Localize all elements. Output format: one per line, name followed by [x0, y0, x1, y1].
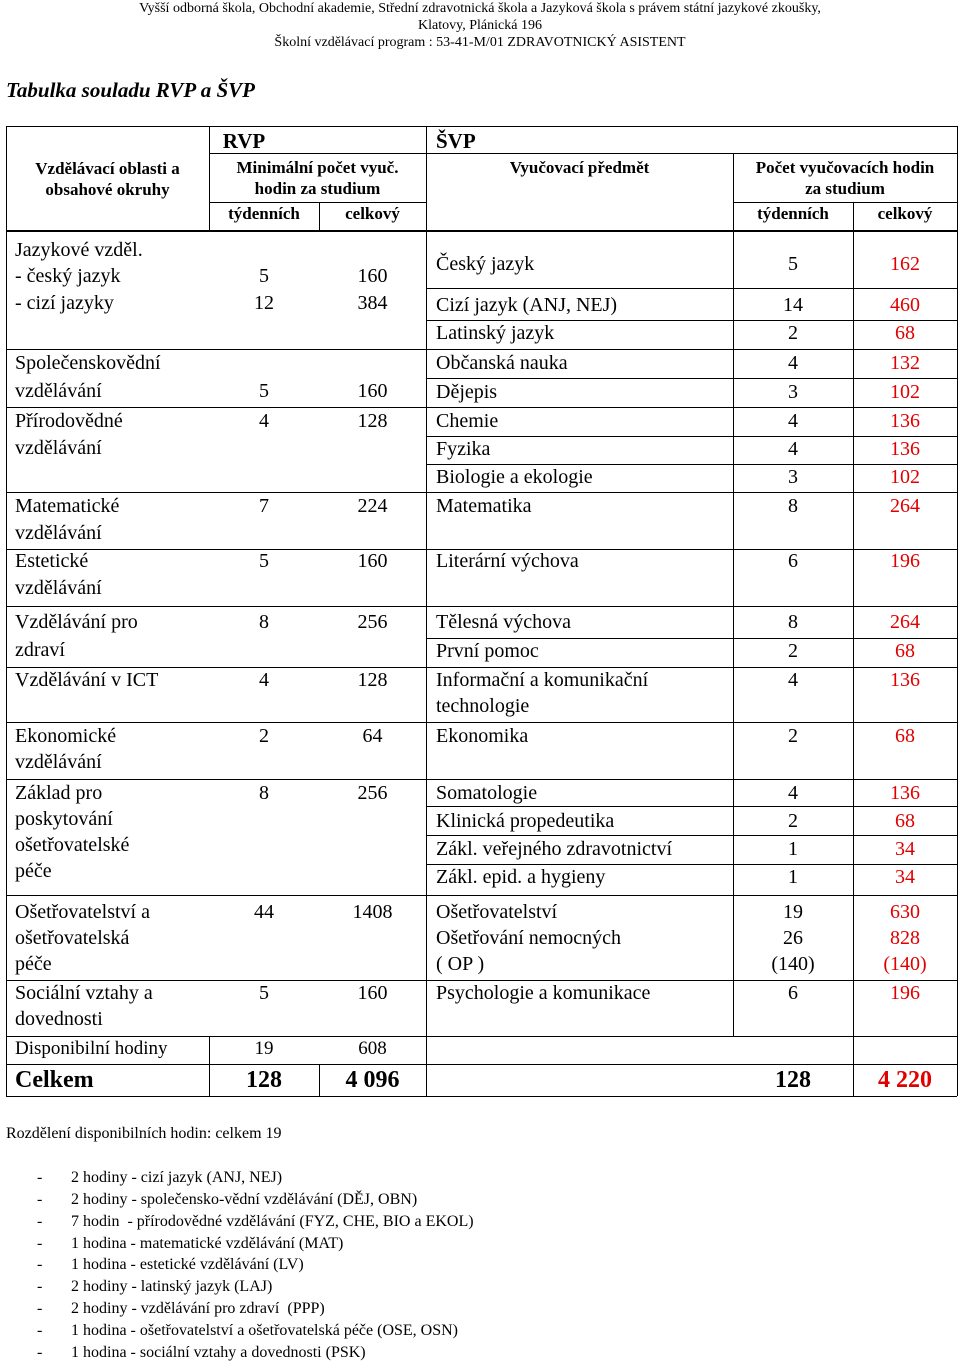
- school-address: Klatovy, Plánická 196: [418, 18, 542, 33]
- list-item: -: [37, 1322, 43, 1339]
- area-label: dovednosti: [15, 1008, 103, 1030]
- subject-weekly: 6: [788, 982, 798, 1004]
- list-item: -: [37, 1235, 43, 1252]
- rvp-weekly: 44: [254, 901, 274, 923]
- list-item: -: [37, 1191, 43, 1208]
- subject-total: 136: [890, 669, 920, 691]
- subject-total: 136: [890, 410, 920, 432]
- rvp-total: 256: [357, 782, 388, 804]
- subject-weekly: 1: [788, 866, 798, 888]
- min-hours-header-line1: Minimální počet vyuč.: [236, 158, 399, 177]
- area-label: ošetřovatelská: [15, 927, 130, 949]
- rvp-total: 224: [357, 495, 388, 517]
- subject-weekly: 4: [788, 438, 798, 460]
- subject-weekly: 8: [788, 495, 798, 517]
- subject-weekly: 2: [788, 725, 798, 747]
- subject-name: Český jazyk: [436, 253, 535, 275]
- subject-name: Dějepis: [436, 381, 498, 403]
- subject-total: 68: [895, 725, 915, 747]
- list-item: -: [37, 1344, 43, 1361]
- rvp-total: 608: [358, 1038, 387, 1059]
- subject-name: Somatologie: [436, 782, 538, 804]
- subject-total: 196: [890, 550, 920, 572]
- rvp-weekly: 2: [259, 725, 269, 747]
- rvp-weekly: 8: [259, 611, 269, 633]
- subject-total: 34: [895, 838, 915, 860]
- subject-weekly: 14: [783, 294, 803, 316]
- area-label: Ošetřovatelství a: [15, 901, 150, 923]
- area-label: - cizí jazyky: [15, 292, 114, 314]
- total-rvp-weekly: 128: [246, 1067, 282, 1093]
- footer-intro: Rozdělení disponibilních hodin: celkem 19: [6, 1125, 282, 1142]
- subject-name: Zákl. epid. a hygieny: [436, 866, 606, 888]
- subject-weekly: 26: [783, 927, 803, 949]
- area-label: Matematické: [15, 495, 120, 517]
- subject-total: (140): [883, 953, 927, 975]
- svp-weekly-header: týdenních: [757, 204, 829, 223]
- subject-total: 68: [895, 640, 915, 662]
- total-rvp-total: 4 096: [345, 1067, 400, 1093]
- rvp-total: 128: [357, 410, 388, 432]
- subject-name: Matematika: [436, 495, 532, 517]
- rvp-total: 160: [357, 380, 388, 402]
- subject-name: Fyzika: [436, 438, 491, 460]
- rvp-weekly: 5: [259, 982, 269, 1004]
- subject-header: Vyučovací předmět: [509, 158, 650, 177]
- list-item: -: [37, 1300, 43, 1317]
- area-label: Vzdělávání v ICT: [15, 669, 159, 691]
- list-item-text: 7 hodin - přírodovědné vzdělávání (FYZ, CHE, BIO a EKOL): [71, 1213, 474, 1230]
- subject-name: ( OP ): [436, 953, 485, 975]
- subject-total: 132: [890, 352, 920, 374]
- rvp-weekly: 4: [259, 669, 269, 691]
- subject-name: Cizí jazyk (ANJ, NEJ): [436, 294, 618, 316]
- area-label: Základ pro: [15, 782, 103, 804]
- subject-total: 68: [895, 322, 915, 344]
- rvp-weekly: 4: [259, 410, 269, 432]
- list-item: -: [37, 1169, 43, 1186]
- subject-name-cont: technologie: [436, 695, 530, 717]
- subject-weekly: 2: [788, 640, 798, 662]
- subject-weekly: 8: [788, 611, 798, 633]
- subject-total: 68: [895, 810, 915, 832]
- subject-name: Tělesná výchova: [436, 611, 571, 633]
- subject-weekly: 3: [788, 381, 798, 403]
- subject-weekly: 4: [788, 782, 798, 804]
- area-label: Přírodovědné: [15, 410, 123, 432]
- area-label: Společenskovědní: [15, 352, 161, 374]
- subject-total: 630: [890, 901, 920, 923]
- subject-weekly: (140): [771, 953, 815, 975]
- rvp-weekly: 12: [254, 292, 274, 314]
- subject-name: Biologie a ekologie: [436, 466, 593, 488]
- page-title: Tabulka souladu RVP a ŠVP: [6, 78, 255, 102]
- subject-total: 136: [890, 782, 920, 804]
- area-label: vzdělávání: [15, 577, 102, 599]
- subject-weekly: 1: [788, 838, 798, 860]
- list-item: -: [37, 1213, 43, 1230]
- subject-total: 34: [895, 866, 915, 888]
- subject-total: 102: [890, 466, 920, 488]
- subject-name: Ekonomika: [436, 725, 529, 747]
- program-name: Školní vzdělávací program : 53-41-M/01 ZDRAVOTNICKÝ ASISTENT: [274, 35, 686, 50]
- subject-weekly: 6: [788, 550, 798, 572]
- area-label: péče: [15, 860, 52, 882]
- area-label: Jazykové vzděl.: [15, 239, 143, 261]
- subject-total: 264: [890, 611, 920, 633]
- subject-weekly: 4: [788, 352, 798, 374]
- subject-name: Informační a komunikační: [436, 669, 649, 691]
- subject-name: Ošetřovatelství: [436, 901, 558, 923]
- area-label: Sociální vztahy a: [15, 982, 153, 1004]
- rvp-weekly: 8: [259, 782, 269, 804]
- area-label: zdraví: [15, 639, 65, 661]
- list-item-text: 1 hodina - ošetřovatelství a ošetřovatelská péče (OSE, OSN): [71, 1322, 459, 1339]
- area-label: - český jazyk: [15, 265, 121, 287]
- area-label: ošetřovatelské: [15, 834, 130, 856]
- list-item: -: [37, 1256, 43, 1273]
- subject-total: 196: [890, 982, 920, 1004]
- list-item-text: 1 hodina - sociální vztahy a dovednosti (PSK): [71, 1344, 366, 1361]
- subject-weekly: 4: [788, 669, 798, 691]
- subject-total: 828: [890, 927, 920, 949]
- rvp-weekly: 5: [259, 265, 269, 287]
- rvp-total-header: celkový: [345, 204, 400, 223]
- list-item-text: 2 hodiny - vzdělávání pro zdraví (PPP): [71, 1300, 325, 1317]
- subject-name: Klinická propedeutika: [436, 810, 615, 832]
- subject-weekly: 2: [788, 322, 798, 344]
- list-item-text: 1 hodina - estetické vzdělávání (LV): [71, 1256, 304, 1273]
- subject-total: 136: [890, 438, 920, 460]
- rvp-total: 64: [362, 725, 383, 747]
- rvp-total: 160: [357, 265, 388, 287]
- subject-name: Ošetřování nemocných: [436, 927, 621, 949]
- subject-name: Občanská nauka: [436, 352, 568, 374]
- subject-total: 264: [890, 495, 920, 517]
- area-header-line1: Vzdělávací oblasti a: [35, 159, 180, 178]
- rvp-weekly: 5: [259, 380, 269, 402]
- subject-name: Psychologie a komunikace: [436, 982, 651, 1004]
- rvp-weekly: 5: [259, 550, 269, 572]
- subject-name: Literární výchova: [436, 550, 579, 572]
- rvp-total: 384: [357, 292, 388, 314]
- rvp-weekly: 7: [259, 495, 269, 517]
- rvp-heading: RVP: [222, 129, 266, 153]
- subject-weekly: 4: [788, 410, 798, 432]
- svp-total-header: celkový: [877, 204, 933, 223]
- subject-weekly: 3: [788, 466, 798, 488]
- subject-name: První pomoc: [436, 640, 539, 662]
- hours-header-line2: za studium: [805, 179, 885, 198]
- area-label: Vzdělávání pro: [15, 611, 138, 633]
- hours-header-line1: Počet vyučovacích hodin: [755, 158, 935, 177]
- list-item-text: 2 hodiny - latinský jazyk (LAJ): [71, 1278, 273, 1295]
- list-item: -: [37, 1278, 43, 1295]
- area-header-line2: obsahové okruhy: [45, 180, 170, 199]
- area-label: vzdělávání: [15, 751, 102, 773]
- list-item-text: 1 hodina - matematické vzdělávání (MAT): [71, 1235, 344, 1252]
- subject-name: Latinský jazyk: [436, 322, 555, 344]
- school-name: Vyšší odborná škola, Obchodní akademie, Střední zdravotnická škola a Jazyková škola s právem státní jazykové zkoušky,: [139, 1, 821, 16]
- area-label: vzdělávání: [15, 437, 102, 459]
- subject-name: Chemie: [436, 410, 499, 432]
- subject-weekly: 5: [788, 253, 798, 275]
- min-hours-header-line2: hodin za studium: [254, 179, 381, 198]
- subject-total: 162: [890, 253, 920, 275]
- area-label: vzdělávání: [15, 380, 102, 402]
- rvp-total: 128: [357, 669, 388, 691]
- total-svp-weekly: 128: [775, 1067, 811, 1093]
- rvp-weekly-header: týdenních: [228, 204, 300, 223]
- svp-heading: ŠVP: [436, 129, 476, 153]
- rvp-total: 1408: [352, 901, 393, 923]
- list-item-text: 2 hodiny - společensko-vědní vzdělávání (DĚJ, OBN): [71, 1191, 418, 1208]
- subject-name: Zákl. veřejného zdravotnictví: [436, 838, 673, 860]
- area-label: vzdělávání: [15, 522, 102, 544]
- rvp-total: 256: [357, 611, 388, 633]
- rvp-weekly: 19: [254, 1038, 274, 1059]
- subject-weekly: 2: [788, 810, 798, 832]
- total-svp-total: 4 220: [878, 1067, 932, 1093]
- subject-weekly: 19: [783, 901, 803, 923]
- list-item-text: 2 hodiny - cizí jazyk (ANJ, NEJ): [71, 1169, 283, 1186]
- area-label: Disponibilní hodiny: [15, 1038, 168, 1059]
- rvp-total: 160: [357, 550, 388, 572]
- rvp-total: 160: [357, 982, 388, 1004]
- area-label: Estetické: [15, 550, 89, 572]
- area-label: péče: [15, 953, 52, 975]
- area-label: poskytování: [15, 808, 113, 830]
- area-label: Ekonomické: [15, 725, 117, 747]
- total-label: Celkem: [15, 1067, 94, 1093]
- subject-total: 102: [890, 381, 920, 403]
- subject-total: 460: [890, 294, 920, 316]
